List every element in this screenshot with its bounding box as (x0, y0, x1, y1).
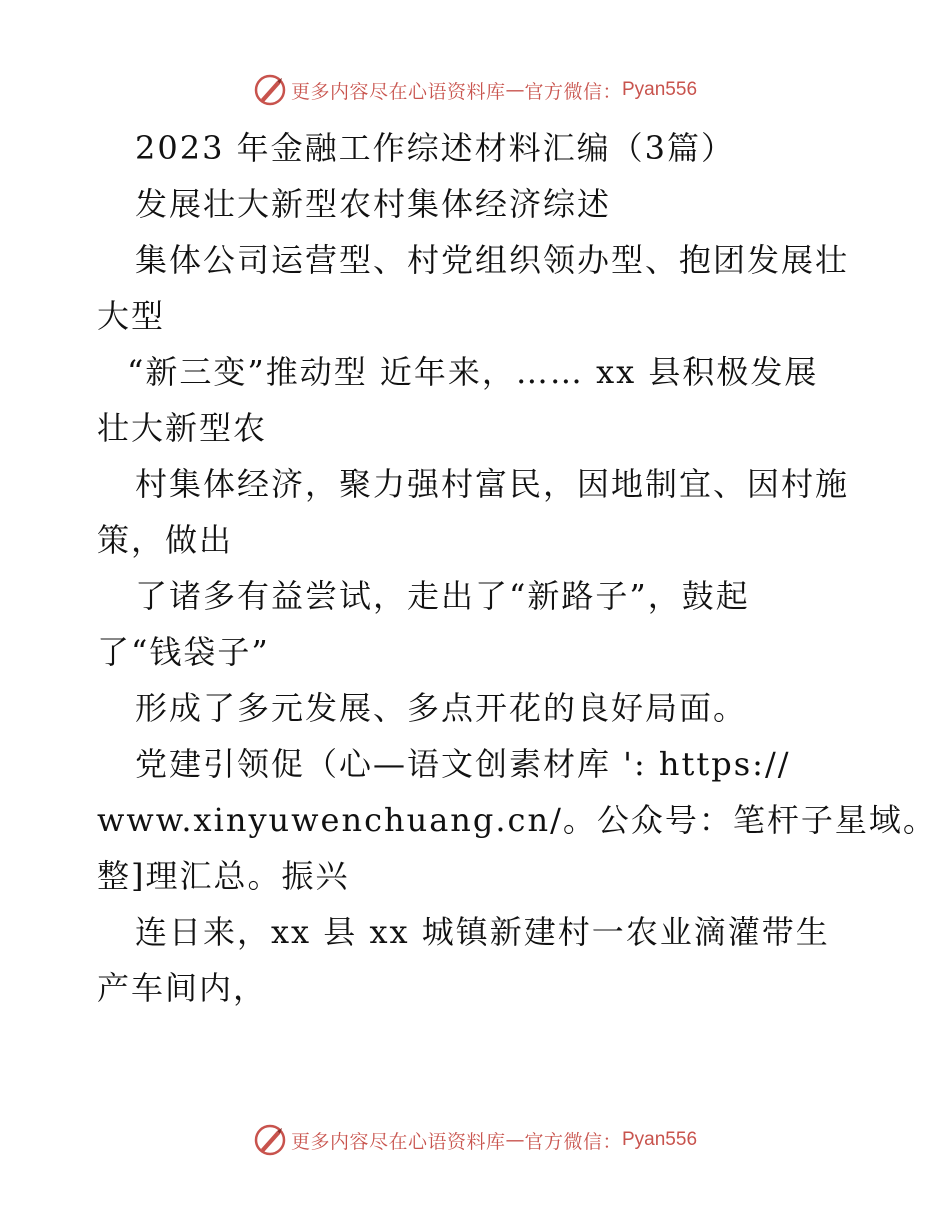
paragraph-line: 党建引领促（心—语文创素材库 ': https:// (135, 745, 791, 783)
paragraph-line: 了诸多有益尝试，走出了“新路子”，鼓起 (135, 577, 750, 615)
paragraph-line: 形成了多元发展、多点开花的良好局面。 (135, 689, 748, 727)
watermark-wechat-label: 官方微信： (524, 80, 622, 103)
document-body (97, 120, 937, 1016)
paragraph-line: “新三变”推动型 近年来，…… xx 县积极发展 (127, 353, 819, 391)
paragraph-line: 村集体经济，聚力强村富民，因地制宜、因村施 (135, 465, 850, 503)
watermark-site-text: 更多内容尽在心语资料库 (290, 80, 506, 103)
watermark-wechat-handle: Pyan556 (622, 1129, 698, 1150)
paragraph-line: 整]理汇总。振兴 (97, 857, 350, 895)
watermark-separator: — (505, 1129, 525, 1151)
watermark-separator: — (505, 79, 525, 101)
footer-watermark (0, 1120, 950, 1160)
header-watermark (0, 70, 950, 110)
quill-logo-icon (253, 73, 287, 107)
paragraph-line: www.xinyuwenchuang.cn/。公众号：笔杆子星域。 (97, 801, 937, 839)
quill-logo-icon (253, 1123, 287, 1157)
watermark-site-text: 更多内容尽在心语资料库 (290, 1130, 506, 1153)
paragraph-line: 大型 (97, 297, 166, 335)
watermark-wechat-label: 官方微信： (524, 1130, 622, 1153)
document-title: 2023 年金融工作综述材料汇编（3篇） (135, 129, 735, 167)
paragraph-line: 集体公司运营型、村党组织领办型、抱团发展壮 (135, 241, 850, 279)
watermark-wechat-handle: Pyan556 (622, 79, 698, 100)
paragraph-line: 壮大新型农 (97, 409, 268, 447)
paragraph-line: 策，做出 (97, 521, 234, 559)
paragraph-line: 连日来，xx 县 xx 城镇新建村一农业滴灌带生 (135, 913, 830, 951)
paragraph-line: 了“钱袋子” (97, 633, 270, 671)
paragraph-line: 产车间内， (97, 969, 268, 1007)
section-heading: 发展壮大新型农村集体经济综述 (135, 185, 612, 223)
